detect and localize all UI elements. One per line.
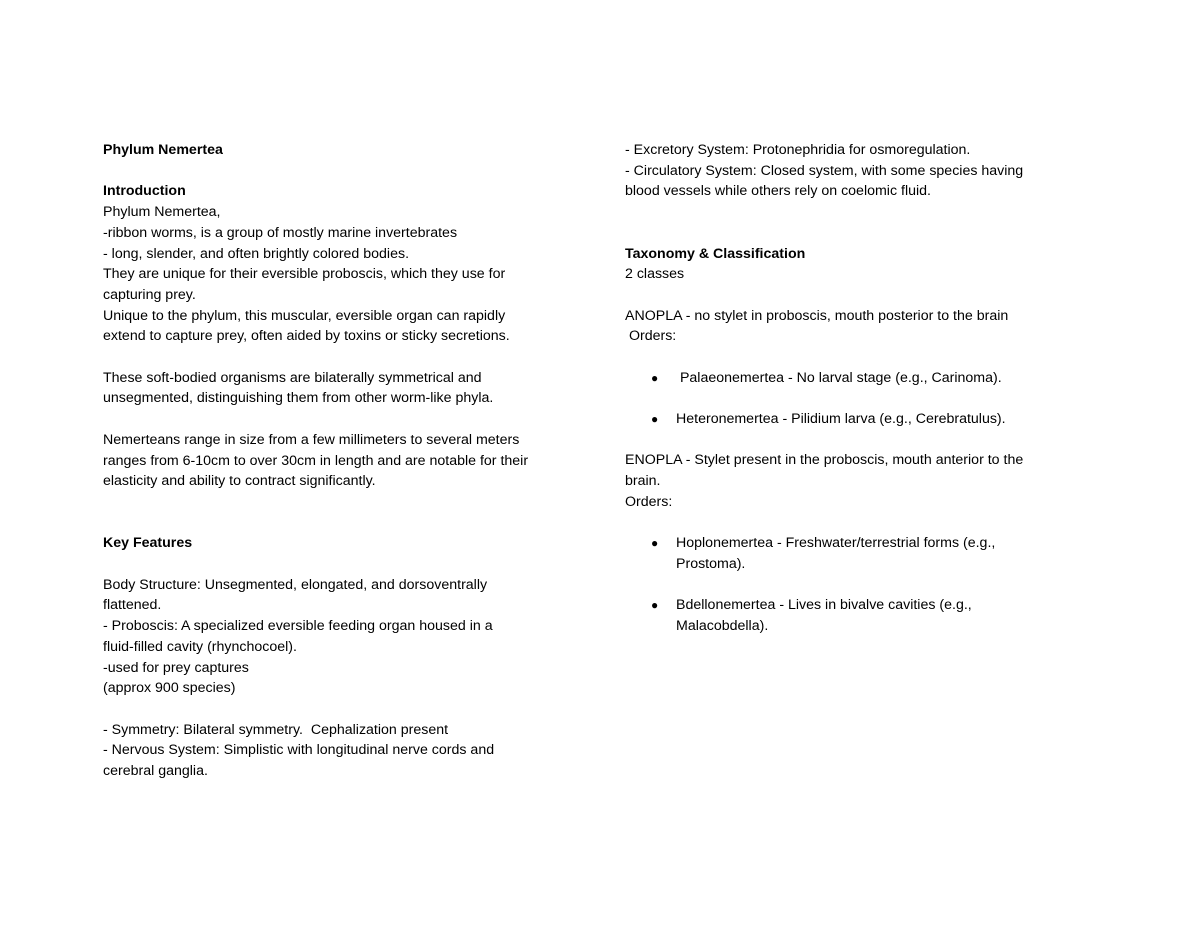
size-paragraph-line: ranges from 6-10cm to over 30cm in length and are notable for their (103, 452, 529, 469)
intro-line: Unique to the phylum, this muscular, eversible organ can rapidly (103, 307, 506, 324)
order-text: Bdellonemertea - Lives in bivalve cavities (e.g., Malacobdella). (676, 597, 972, 635)
key-features-heading: Key Features (103, 535, 193, 552)
systems-line: - Excretory System: Protonephridia for osmoregulation. (625, 142, 971, 158)
taxonomy-heading: Taxonomy & Classification (625, 245, 806, 262)
list-item (625, 409, 1077, 430)
anopla-orders-label: Orders: (625, 328, 677, 345)
symmetry-paragraph-line: These soft-bodied organisms are bilaterally symmetrical and (103, 369, 482, 386)
enopla-description: brain. (625, 473, 661, 490)
feature-line: flattened. (103, 597, 162, 614)
anopla-description: ANOPLA - no stylet in proboscis, mouth posterior to the brain (625, 307, 1009, 324)
feature-line: - Proboscis: A specialized eversible feeding organ housed in a (103, 618, 493, 635)
size-paragraph-line: Nemerteans range in size from a few millimeters to several meters (103, 431, 520, 448)
anopla-orders-list (625, 368, 1077, 430)
list-item (625, 368, 1077, 389)
order-text: Hoplonemertea - Freshwater/terrestrial forms (e.g., Prostoma). (676, 535, 996, 572)
introduction-heading: Introduction (103, 183, 186, 200)
bullet-icon: ● (651, 536, 659, 551)
enopla-orders-list (625, 533, 1077, 637)
intro-line: extend to capture prey, often aided by toxins or sticky secretions. (103, 328, 510, 345)
feature-line: -used for prey captures (103, 659, 249, 676)
feature-line: - Nervous System: Simplistic with longitudinal nerve cords and (103, 742, 495, 759)
feature-line: cerebral ganglia. (103, 763, 208, 779)
document-title: Phylum Nemertea (103, 142, 223, 158)
symmetry-paragraph-line: unsegmented, distinguishing them from other worm-like phyla. (103, 390, 494, 407)
bullet-icon: ● (651, 598, 659, 613)
left-column (103, 140, 581, 782)
list-item (625, 533, 1077, 574)
enopla-orders-label: Orders: (625, 493, 673, 510)
list-item (625, 595, 1077, 636)
intro-line: -ribbon worms, is a group of mostly marine invertebrates (103, 224, 458, 241)
intro-line: - long, slender, and often brightly colored bodies. (103, 245, 410, 262)
right-column (625, 140, 1077, 637)
feature-line: - Symmetry: Bilateral symmetry. Cephalization present (103, 721, 449, 738)
bullet-icon: ● (651, 412, 659, 427)
size-paragraph-line: elasticity and ability to contract significantly. (103, 473, 376, 490)
intro-line: capturing prey. (103, 286, 196, 303)
systems-line: blood vessels while others rely on coelomic fluid. (625, 183, 931, 200)
order-text: Palaeonemertea - No larval stage (e.g., Carinoma). (676, 369, 1002, 386)
intro-line: Phylum Nemertea, (103, 204, 221, 221)
intro-line: They are unique for their eversible proboscis, which they use for (103, 266, 506, 283)
systems-line: - Circulatory System: Closed system, with some species having (625, 162, 1024, 179)
feature-line: fluid-filled cavity (rhynchocoel). (103, 638, 297, 655)
order-text: Heteronemertea - Pilidium larva (e.g., Cerebratulus). (676, 411, 1006, 428)
feature-line: Body Structure: Unsegmented, elongated, and dorsoventrally (103, 576, 488, 593)
enopla-description: ENOPLA - Stylet present in the proboscis, mouth anterior to the (625, 452, 1024, 469)
bullet-icon: ● (651, 370, 659, 385)
classes-count: 2 classes (625, 266, 685, 283)
feature-line: (approx 900 species) (103, 680, 236, 697)
